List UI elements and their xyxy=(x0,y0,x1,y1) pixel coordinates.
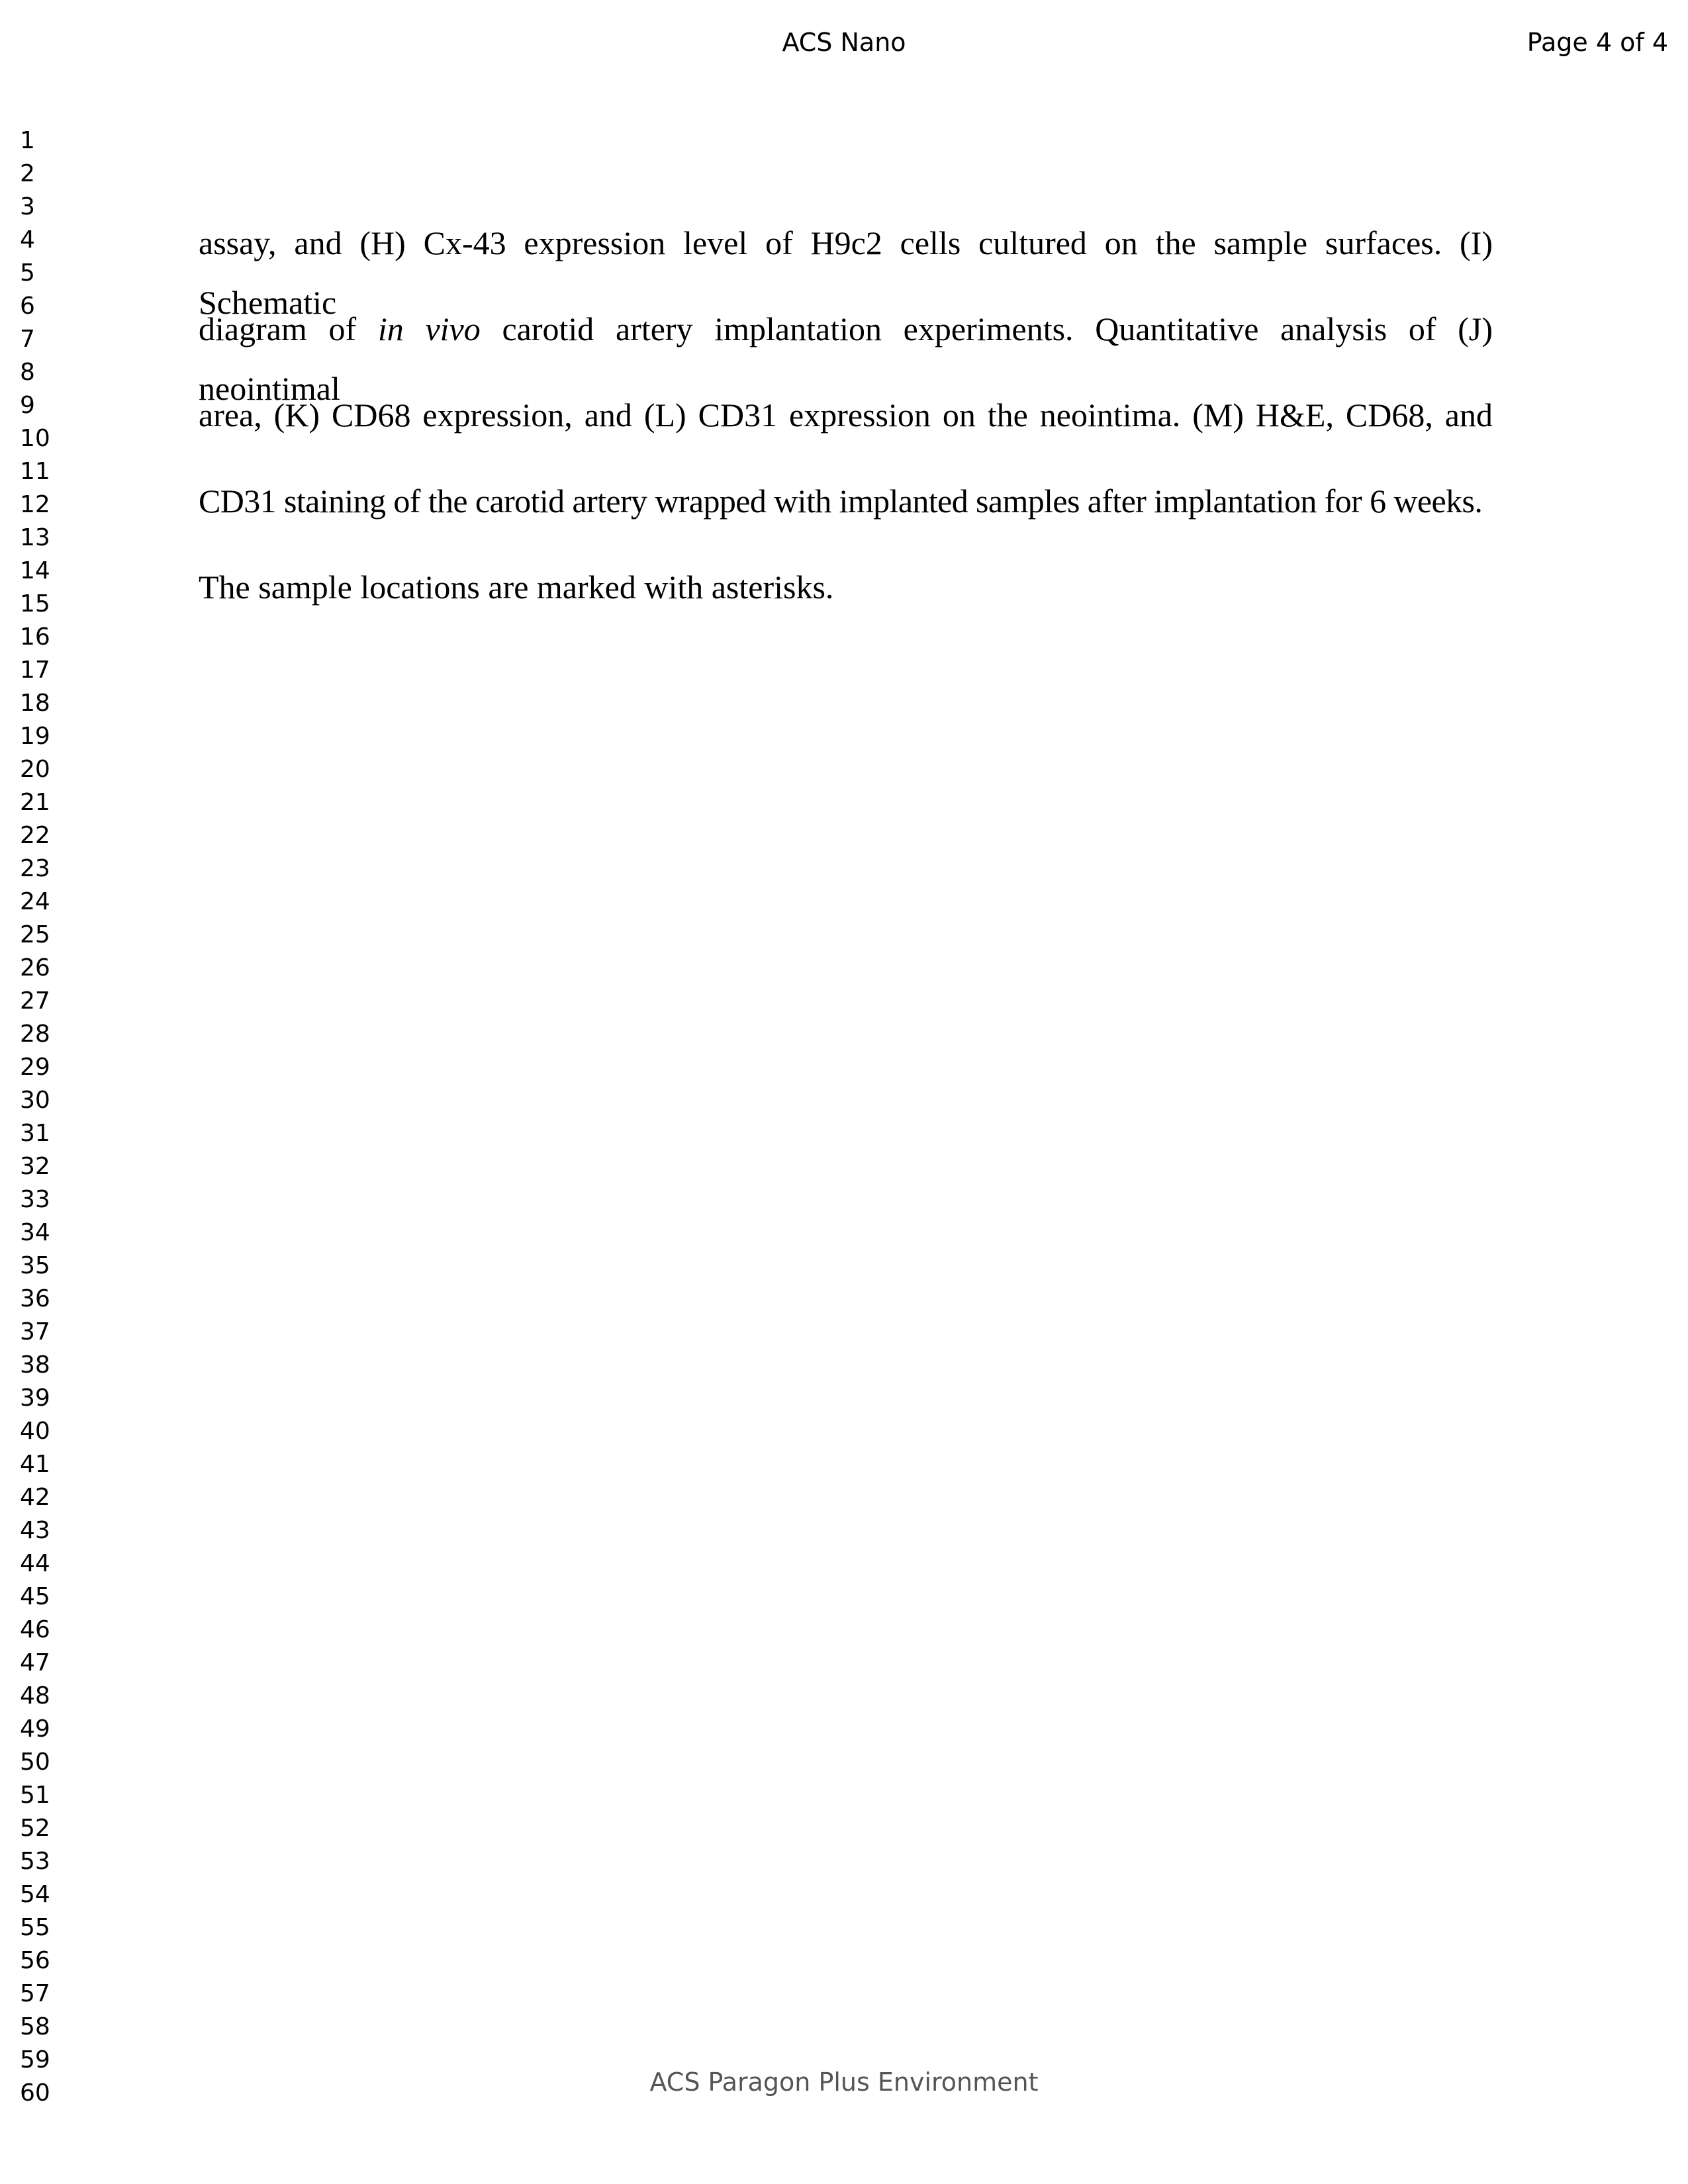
line-number: 26 xyxy=(20,954,50,981)
caption-line-2 xyxy=(199,299,1493,407)
caption-line-3: area, (K) CD68 expression, and (L) CD31 expression on the neointima. (M) H&E, CD68, and xyxy=(199,396,1493,433)
line-number: 53 xyxy=(20,1848,50,1875)
line-number: 45 xyxy=(20,1583,50,1610)
journal-title: ACS Nano xyxy=(782,28,906,57)
line-number: 57 xyxy=(20,1980,50,2007)
line-number: 20 xyxy=(20,756,50,783)
line-number: 11 xyxy=(20,458,50,485)
line-number: 28 xyxy=(20,1021,50,1048)
line-number: 46 xyxy=(20,1616,50,1643)
line-number: 42 xyxy=(20,1484,50,1511)
line-number: 38 xyxy=(20,1351,50,1379)
line-number: 19 xyxy=(20,723,50,750)
caption-line-4: CD31 staining of the carotid artery wrapped with implanted samples after implantation for 6 weeks. xyxy=(199,482,1483,520)
line-number: 15 xyxy=(20,590,50,617)
line-number: 17 xyxy=(20,657,50,684)
line-number: 24 xyxy=(20,888,50,915)
line-number: 60 xyxy=(20,2079,50,2107)
line-number: 56 xyxy=(20,1947,50,1974)
line-number: 44 xyxy=(20,1550,50,1577)
line-number: 3 xyxy=(20,193,35,220)
line-number: 7 xyxy=(20,326,35,353)
line-number: 51 xyxy=(20,1782,50,1809)
line-number-column xyxy=(20,124,60,2110)
line-number: 21 xyxy=(20,789,50,816)
line-number: 12 xyxy=(20,491,50,518)
line-number: 4 xyxy=(20,226,35,253)
line-number: 16 xyxy=(20,623,50,651)
caption-in-vivo-italic: in vivo xyxy=(377,310,481,347)
line-number: 5 xyxy=(20,259,35,287)
line-number: 8 xyxy=(20,359,35,386)
figure-caption xyxy=(199,213,1493,643)
caption-line-2-end: carotid artery implantation experiments. Quantitative analysis of (J) neointimal xyxy=(199,310,1493,407)
line-number: 48 xyxy=(20,1682,50,1709)
line-number: 34 xyxy=(20,1219,50,1246)
line-number: 27 xyxy=(20,987,50,1015)
line-number: 37 xyxy=(20,1318,50,1345)
line-number: 58 xyxy=(20,2013,50,2040)
line-number: 33 xyxy=(20,1186,50,1213)
line-number: 35 xyxy=(20,1252,50,1279)
line-number: 22 xyxy=(20,822,50,849)
caption-line-1: assay, and (H) Cx-43 expression level of H9c2 cells cultured on the sample surfaces. (I) Schematic xyxy=(199,224,1493,321)
line-number: 13 xyxy=(20,524,50,551)
line-number: 54 xyxy=(20,1881,50,1908)
line-number: 30 xyxy=(20,1087,50,1114)
line-number: 1 xyxy=(20,127,35,154)
line-number: 41 xyxy=(20,1451,50,1478)
line-number: 23 xyxy=(20,855,50,882)
line-number: 55 xyxy=(20,1914,50,1941)
line-number: 47 xyxy=(20,1649,50,1676)
line-number: 10 xyxy=(20,425,50,452)
footer-environment: ACS Paragon Plus Environment xyxy=(649,2068,1039,2097)
line-number: 52 xyxy=(20,1815,50,1842)
line-number: 40 xyxy=(20,1418,50,1445)
caption-line-2-start: diagram of xyxy=(199,310,378,347)
line-number: 36 xyxy=(20,1285,50,1312)
caption-line-5: The sample locations are marked with asterisks. xyxy=(199,569,834,606)
line-number: 9 xyxy=(20,392,35,419)
line-number: 39 xyxy=(20,1385,50,1412)
line-number: 49 xyxy=(20,1715,50,1743)
line-number: 32 xyxy=(20,1153,50,1180)
line-number: 50 xyxy=(20,1749,50,1776)
line-number: 6 xyxy=(20,293,35,320)
line-number: 2 xyxy=(20,160,35,187)
line-number: 18 xyxy=(20,690,50,717)
line-number: 43 xyxy=(20,1517,50,1544)
line-number: 29 xyxy=(20,1054,50,1081)
line-number: 31 xyxy=(20,1120,50,1147)
line-number: 25 xyxy=(20,921,50,948)
line-number: 14 xyxy=(20,557,50,584)
line-number: 59 xyxy=(20,2046,50,2073)
page-number: Page 4 of 4 xyxy=(1526,28,1668,57)
